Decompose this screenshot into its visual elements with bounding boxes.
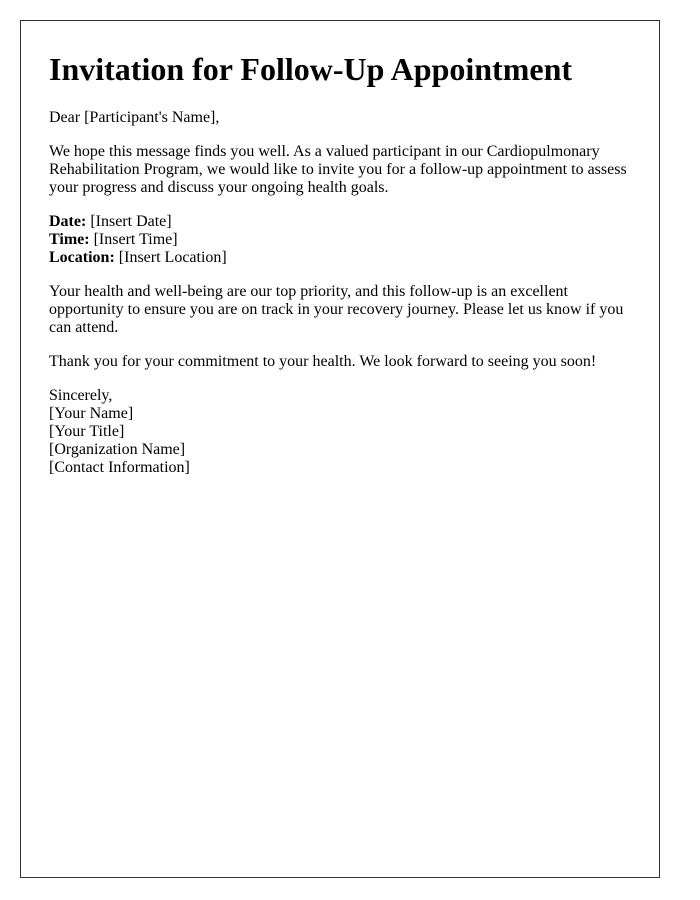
detail-location-label: Location: [49, 249, 115, 266]
detail-date [49, 213, 631, 231]
body-paragraph: Your health and well-being are our top priority, and this follow-up is an excellent opportunity to ensure you are on track in your recovery journey. Please let us know if you can attend. [49, 283, 624, 336]
salutation: Dear [Participant's Name], [49, 109, 220, 126]
appointment-details [49, 213, 631, 267]
signature-organization: [Organization Name] [49, 441, 186, 458]
detail-date-label: Date: [49, 213, 87, 230]
letter-page [20, 20, 660, 878]
detail-location-value: [Insert Location] [114, 249, 227, 266]
detail-time-value: [Insert Time] [89, 231, 178, 248]
detail-location [49, 249, 631, 267]
signature-contact: [Contact Information] [49, 459, 190, 476]
detail-time [49, 231, 631, 249]
detail-time-label: Time: [49, 231, 90, 248]
thanks-paragraph: Thank you for your commitment to your health. We look forward to seeing you soon! [49, 353, 597, 370]
letter-title: Invitation for Follow-Up Appointment [49, 51, 573, 87]
closing: Sincerely, [49, 387, 113, 404]
signature-name: [Your Name] [49, 405, 134, 422]
detail-date-value: [Insert Date] [86, 213, 172, 230]
intro-paragraph: We hope this message finds you well. As a valued participant in our Cardiopulmonary Rehabilitation Program, we would like to invite you for a follow-up appointment to assess your progress and discuss your ongoing health goals. [49, 143, 627, 196]
signature-block [49, 387, 631, 477]
signature-title: [Your Title] [49, 423, 125, 440]
